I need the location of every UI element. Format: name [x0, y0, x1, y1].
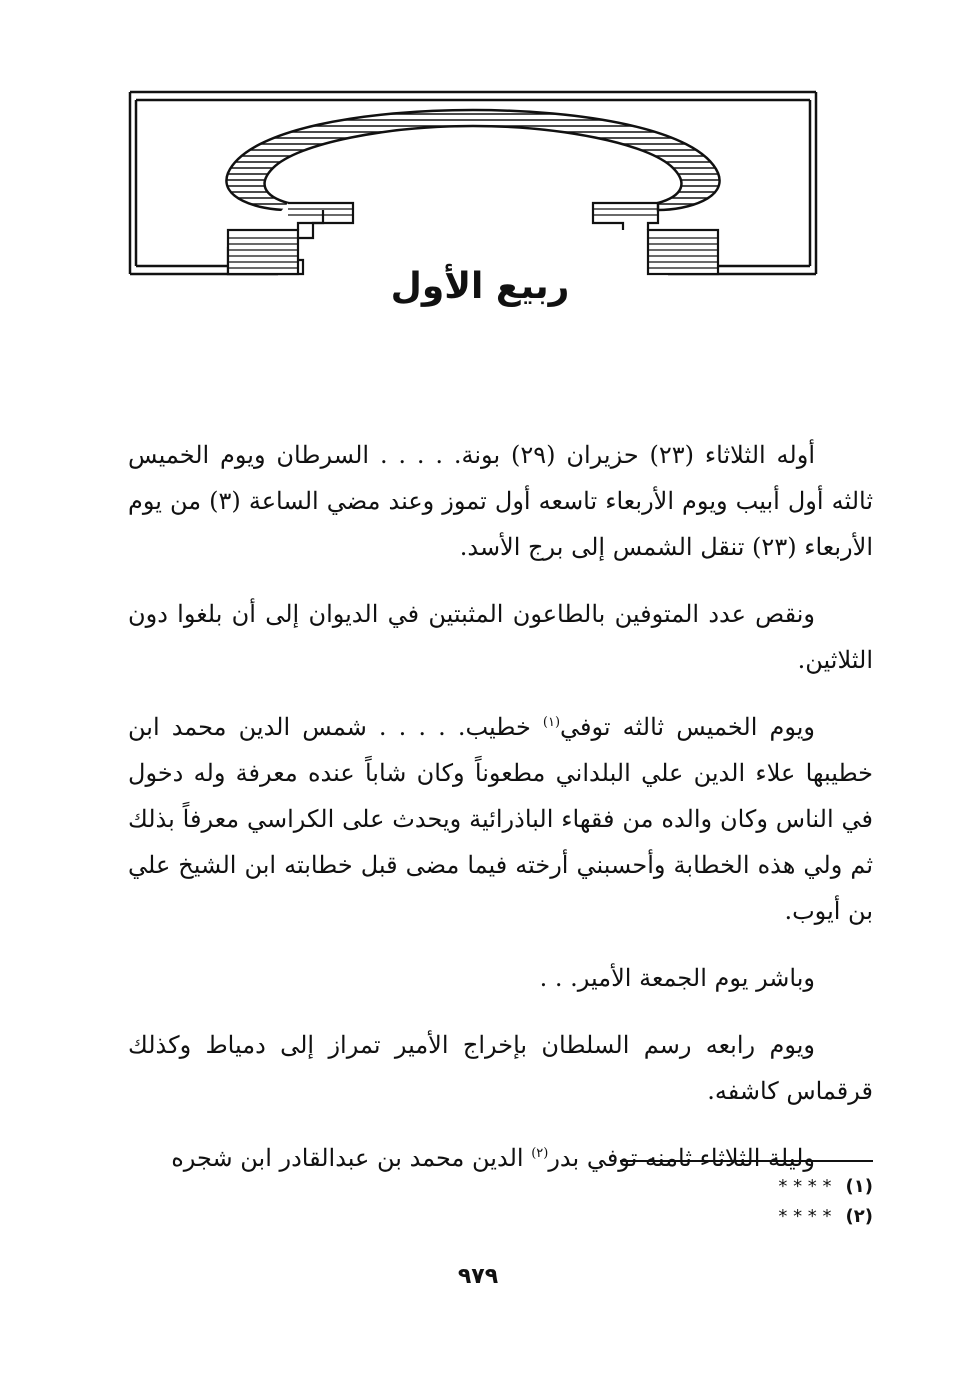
footnote-number: (١) — [845, 1176, 873, 1197]
paragraph: ويوم رابعه رسم السلطان بإخراج الأمير تمراز إلى دمياط وكذلك قرقماس كاشفه. — [128, 1031, 873, 1105]
paragraph — [128, 704, 873, 934]
footnote — [600, 1172, 873, 1202]
paragraph-text: ويوم الخميس ثالثه توفي — [560, 713, 815, 741]
footnote-number: (٢) — [845, 1206, 873, 1227]
chapter-title: ربيع الأول — [390, 266, 570, 307]
paragraph-text: خطيب. . . . . شمس الدين محمد ابن خطيبها علاء الدين علي البلداني مطعوناً وكان شاباً عنده معرفة وله دخول في الناس وكان والده من فقهاء الباذرائية ويحدث على الكراسي معرفاً بذلك ثم ولي هذه الخطابة وأحسبني أرخته فيما مضى قبل خطابته ابن الشيخ علي بن أيوب. — [128, 713, 873, 925]
body-text — [128, 432, 873, 1202]
footnote-marker[interactable]: (١) — [542, 715, 561, 730]
arch-frame-ornament — [128, 88, 818, 284]
footnote-divider — [620, 1160, 873, 1162]
paragraph-text: وليلة الثلاثاء ثامنه توفي بدر — [548, 1144, 815, 1172]
footnote-text: * * * * — [778, 1206, 832, 1227]
footnotes — [600, 1172, 873, 1232]
paragraph: ونقص عدد المتوفين بالطاعون المثبتين في الديوان إلى أن بلغوا دون الثلاثين. — [128, 600, 873, 674]
footnote-text: * * * * — [778, 1176, 832, 1197]
footnote-marker[interactable]: (٢) — [531, 1146, 549, 1161]
paragraph: وباشر يوم الجمعة الأمير. . . — [539, 964, 815, 992]
page-number: ٩٧٩ — [457, 1264, 499, 1289]
paragraph: أوله الثلاثاء (٢٣) حزيران (٢٩) بونة. . . . . السرطان ويوم الخميس ثالثه أول أبيب ويوم الأربعاء تاسعه أول تموز وعند مضي الساعة (٣) من يوم الأربعاء (٢٣) تنقل الشمس إلى برج الأسد. — [128, 441, 873, 561]
footnote — [600, 1202, 873, 1232]
paragraph-text: الدين محمد بن عبدالقادر ابن شجره — [171, 1144, 532, 1172]
